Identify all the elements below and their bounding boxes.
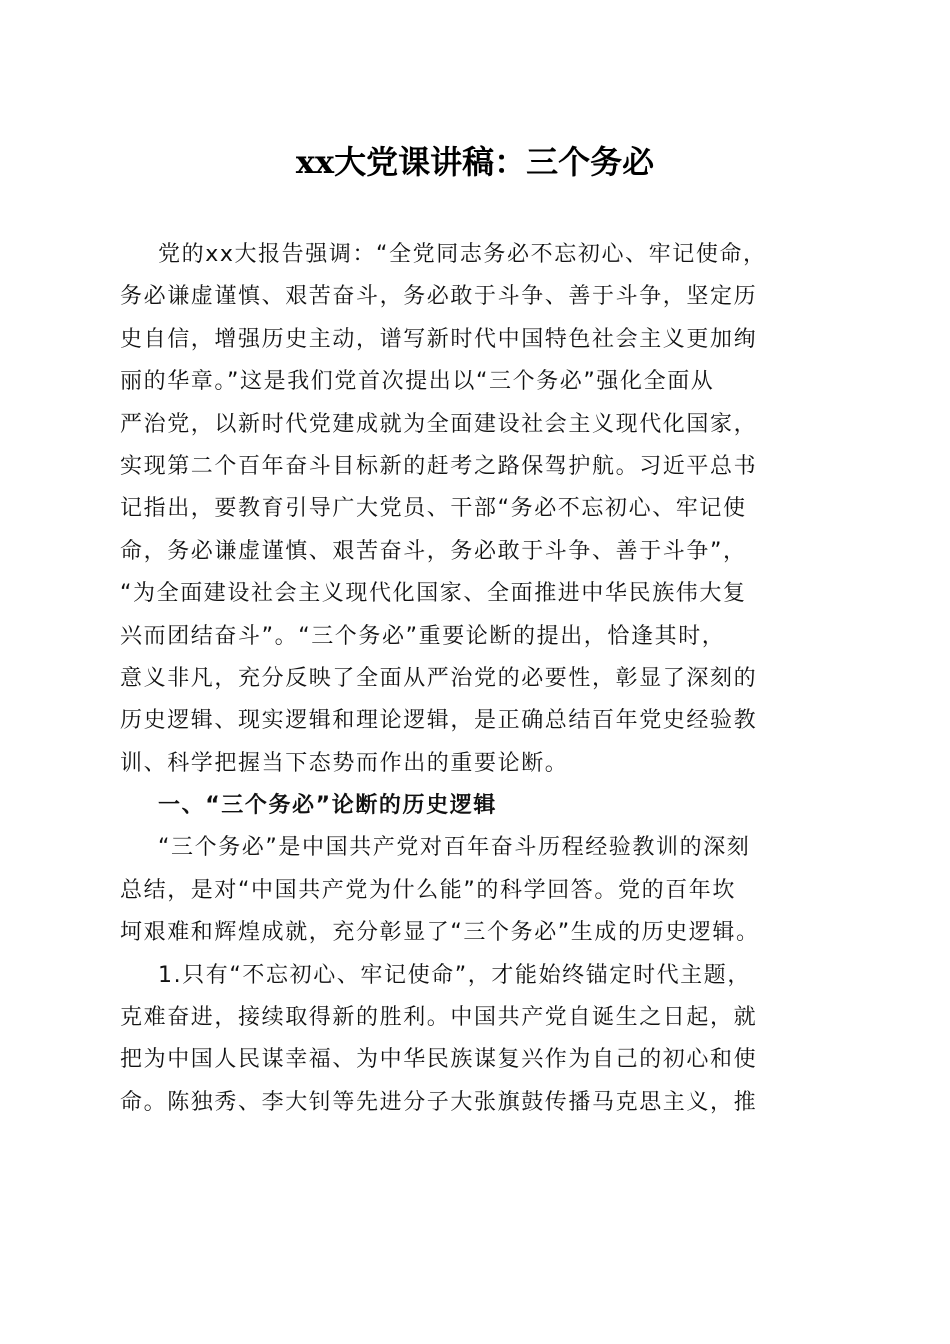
paragraph-line: 丽的华章。”这是我们党首次提出以“三个务必”强化全面从 — [120, 369, 715, 395]
paragraph-line: 训、科学把握当下态势而作出的重要论断。 — [120, 750, 569, 776]
paragraph-line: 命。陈独秀、李大钊等先进分子大张旗鼓传播马克思主义，推 — [120, 1089, 758, 1115]
paragraph-line: 党的xx大报告强调：“全党同志务必不忘初心、牢记使命， — [158, 242, 767, 267]
paragraph-line: 务必谦虚谨慎、艰苦奋斗，务必敢于斗争、善于斗争，坚定历 — [120, 284, 758, 310]
document-title: xx大党课讲稿：三个务必 — [295, 143, 655, 181]
paragraph-line: 历史逻辑、现实逻辑和理论逻辑，是正确总结百年党史经验教 — [120, 708, 758, 734]
paragraph-line: 严治党，以新时代党建成就为全面建设社会主义现代化国家， — [120, 411, 758, 437]
paragraph-line: 意义非凡，充分反映了全面从严治党的必要性，彰显了深刻的 — [120, 665, 758, 691]
paragraph-line: 总结，是对“中国共产党为什么能”的科学回答。党的百年坎 — [120, 877, 736, 903]
paragraph-line: 史自信，增强历史主动，谱写新时代中国特色社会主义更加绚 — [120, 326, 758, 352]
paragraph-line: 1.只有“不忘初心、牢记使命”，才能始终锚定时代主题， — [158, 962, 751, 988]
paragraph-line: 坷艰难和辉煌成就，充分彰显了“三个务必”生成的历史逻辑。 — [120, 920, 760, 946]
paragraph-line: 兴而团结奋斗”。“三个务必”重要论断的提出，恰逢其时， — [120, 623, 726, 649]
document-body — [120, 234, 832, 1124]
paragraph-line: 命，务必谦虚谨慎、艰苦奋斗，务必敢于斗争、善于斗争”， — [120, 538, 747, 564]
paragraph-line: 记指出，要教育引导广大党员、干部“务必不忘初心、牢记使 — [120, 496, 747, 522]
paragraph-line: “为全面建设社会主义现代化国家、全面推进中华民族伟大复 — [120, 581, 747, 607]
paragraph-line: 克难奋进，接续取得新的胜利。中国共产党自诞生之日起，就 — [120, 1005, 758, 1031]
paragraph-line: 把为中国人民谋幸福、为中华民族谋复兴作为自己的初心和使 — [120, 1047, 758, 1073]
section-heading: 一、“三个务必”论断的历史逻辑 — [158, 793, 497, 819]
paragraph-line: “三个务必”是中国共产党对百年奋斗历程经验教训的深刻 — [158, 835, 751, 861]
paragraph-line: 实现第二个百年奋斗目标新的赶考之路保驾护航。习近平总书 — [120, 453, 758, 479]
